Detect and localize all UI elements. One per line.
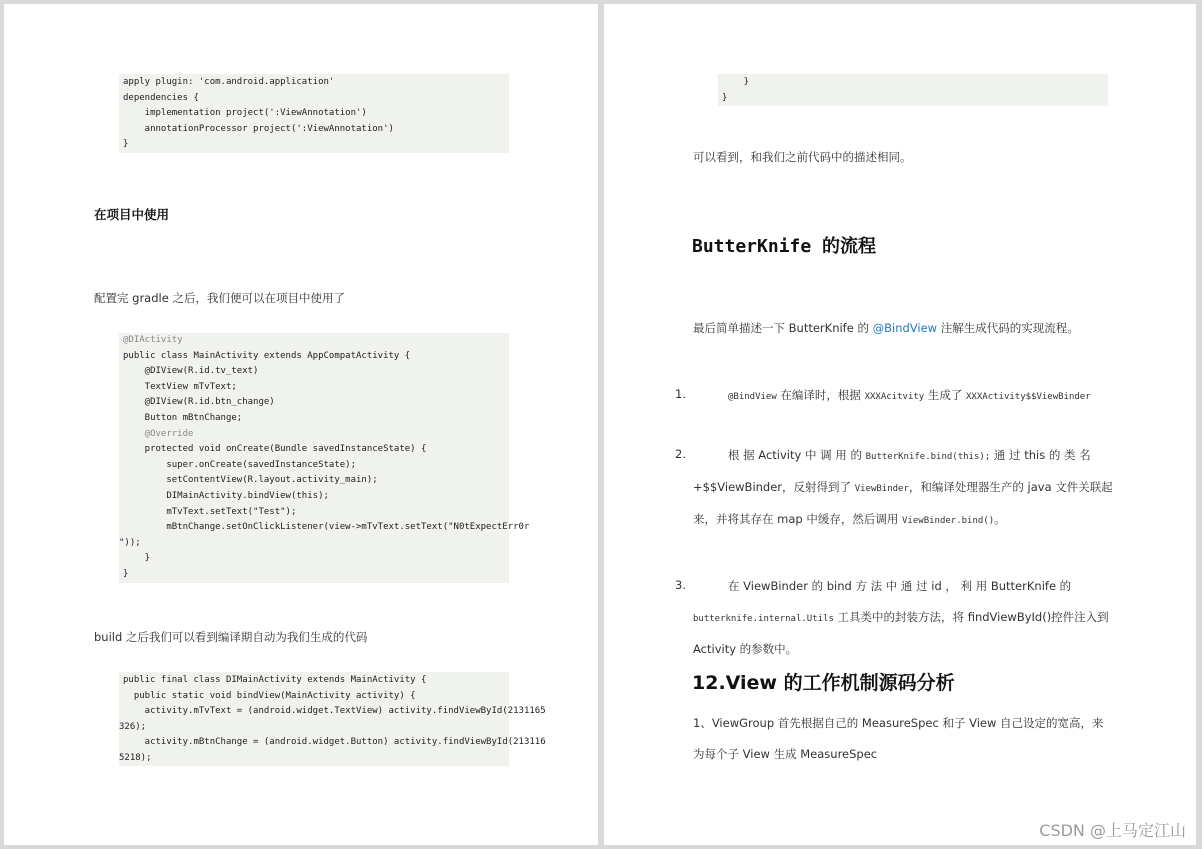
paragraph-viewgroup-1: 1、ViewGroup 首先根据自己的 MeasureSpec 和子 View 自己设定的宽高，来: [693, 716, 1104, 730]
code-line: @DIView(R.id.btn_change): [123, 397, 275, 408]
inline-code: ButterKnife.bind(this);: [865, 452, 991, 462]
left-page: [4, 4, 598, 845]
code-line: activity.mBtnChange = (android.widget.Button) activity.findViewById(213116: [123, 737, 546, 748]
list-item-2-line-3: [693, 511, 1006, 527]
paragraph-text: 最后简单描述一下 ButterKnife 的: [693, 321, 873, 335]
code-line: @Override: [123, 428, 194, 439]
inline-code: ViewBinder: [854, 484, 909, 494]
code-line: public class MainActivity extends AppCompatActivity {: [123, 350, 411, 361]
code-line: Button mBtnChange;: [123, 413, 243, 423]
code-line: }: [123, 139, 129, 150]
inline-code: butterknife.internal.Utils: [693, 614, 834, 624]
code-line: }: [123, 569, 129, 579]
code-line: "));: [119, 537, 141, 548]
list-text: ，和编译处理器生产的 java 文件关联起: [908, 480, 1113, 494]
paragraph-same-description: 可以看到，和我们之前代码中的描述相同。: [693, 150, 912, 164]
code-line: }: [722, 92, 728, 103]
list-text: 工具类中的封装方法，将 findViewById()控件注入到: [833, 610, 1109, 624]
list-item-3-line-2: [693, 609, 1109, 625]
code-line: annotationProcessor project(':ViewAnnotation'): [123, 123, 394, 134]
list-text: 。: [994, 512, 1006, 526]
list-number: 3.: [675, 578, 686, 592]
heading-use-in-project: 在项目中使用: [94, 207, 170, 222]
code-line: setContentView(R.layout.activity_main);: [123, 475, 378, 486]
list-item-2-line-2: [693, 479, 1113, 495]
code-line: mBtnChange.setOnClickListener(view->mTvText.setText("N0tExpectErr0r: [123, 522, 530, 533]
code-line: super.onCreate(savedInstanceState);: [123, 459, 356, 470]
code-block-gradle: [119, 74, 509, 153]
bindview-link[interactable]: @BindView: [872, 321, 938, 335]
inline-code: ViewBinder.bind(): [902, 516, 995, 526]
paragraph-build-generated: build 之后我们可以看到编译期自动为我们生成的代码: [94, 630, 368, 644]
paragraph-flow-intro: [693, 320, 1079, 336]
list-text: 根 据 Activity 中 调 用 的: [728, 448, 866, 462]
list-number: 1.: [675, 387, 686, 401]
inline-code: XXXActivity$$ViewBinder: [966, 392, 1091, 402]
inline-code: @BindView: [728, 392, 777, 402]
paragraph-viewgroup-2: 为每个子 View 生成 MeasureSpec: [693, 747, 878, 761]
list-item-2-line-1: [728, 447, 1091, 463]
heading-view-mechanism: 12.View 的工作机制源码分析: [692, 672, 955, 694]
code-line: implementation project(':ViewAnnotation'): [123, 108, 367, 119]
list-number: 2.: [675, 447, 686, 461]
list-text: +$$ViewBinder，反射得到了: [693, 480, 855, 494]
code-line: }: [123, 553, 151, 564]
inline-code: XXXAcitvity: [864, 392, 925, 402]
list-text: 来，并将其存在 map 中缓存，然后调用: [693, 512, 903, 526]
list-item-3-line-3: Activity 的参数中。: [693, 642, 798, 656]
code-line: public final class DIMainActivity extends MainActivity {: [123, 675, 427, 685]
code-block-closing: [718, 74, 1108, 106]
code-line: activity.mTvText = (android.widget.TextView) activity.findViewById(2131165: [123, 706, 546, 717]
code-line: apply plugin: 'com.android.application': [123, 77, 335, 87]
code-line: public static void bindView(MainActivity activity) {: [123, 690, 416, 701]
watermark: CSDN @上马定江山: [1039, 821, 1186, 840]
code-line: TextView mTvText;: [123, 381, 237, 392]
code-line: @DIView(R.id.tv_text): [123, 366, 259, 377]
list-text: 生成了: [924, 388, 967, 402]
code-line: }: [722, 77, 750, 87]
code-line: 5218);: [119, 753, 152, 763]
code-line: 326);: [119, 721, 147, 732]
code-line: protected void onCreate(Bundle savedInstanceState) {: [123, 444, 427, 455]
right-page: [604, 4, 1196, 845]
code-block-generated: [119, 672, 546, 766]
list-item-3-line-1: 在 ViewBinder 的 bind 方 法 中 通 过 id ， 利 用 ButterKnife 的: [728, 579, 1072, 593]
list-item-1: [728, 387, 1091, 403]
list-text: 通 过 this 的 类 名: [990, 448, 1091, 462]
code-block-main-activity: [119, 333, 530, 583]
paragraph-configure-gradle: 配置完 gradle 之后，我们便可以在项目中使用了: [94, 291, 345, 305]
code-line: DIMainActivity.bindView(this);: [123, 491, 329, 501]
code-line: mTvText.setText("Test");: [123, 506, 297, 517]
code-line: @DIActivity: [123, 335, 183, 345]
list-text: 在编译时，根据: [776, 388, 865, 402]
code-line: dependencies {: [123, 92, 199, 103]
paragraph-text: 注解生成代码的实现流程。: [937, 321, 1079, 335]
heading-butterknife-flow: ButterKnife 的流程: [692, 236, 877, 257]
